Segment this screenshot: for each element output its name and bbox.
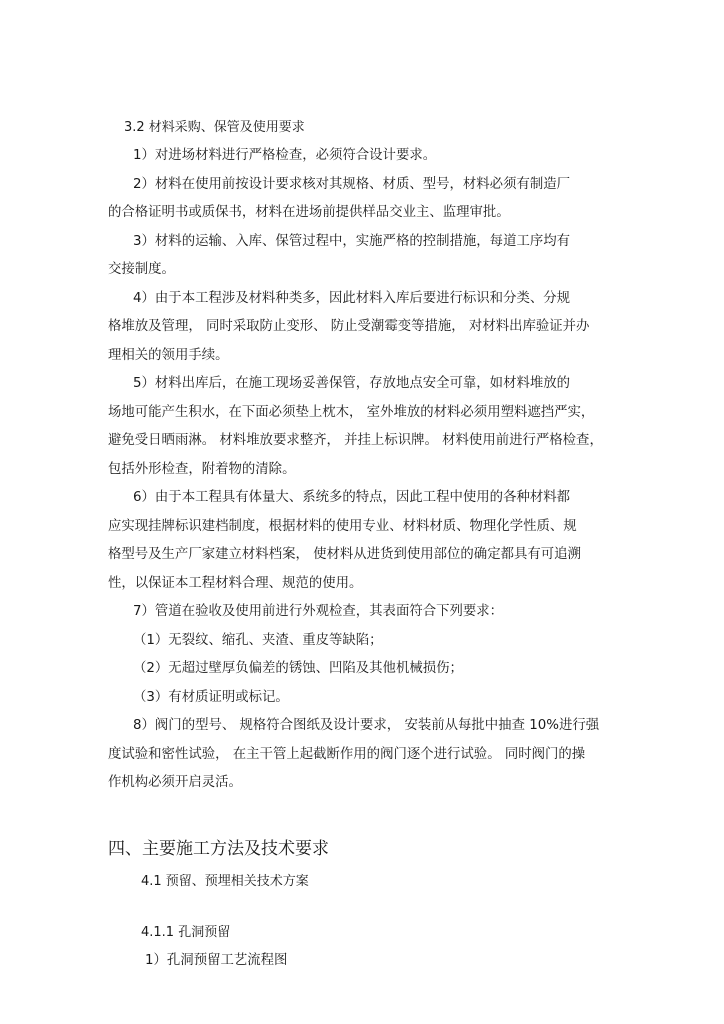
paragraph-7-item-2: （2）无超过壁厚负偏差的锈蚀、凹陷及其他机械损伤； bbox=[133, 661, 463, 676]
paragraph-5-line-2: 场地可能产生积水，在下面必须垫上枕木， 室外堆放的材料必须用塑料遮挡严实， bbox=[108, 405, 595, 420]
paragraph-8-line-2: 度试验和密性试验， 在主干管上起截断作用的阀门逐个进行试验。 同时阀门的操 bbox=[108, 747, 586, 762]
paragraph-2-line-1: 2）材料在使用前按设计要求核对其规格、材质、型号，材料必须有制造厂 bbox=[133, 177, 571, 192]
paragraph-4-line-3: 理相关的领用手续。 bbox=[108, 348, 229, 363]
paragraph-5-line-4: 包括外形检查，附着物的清除。 bbox=[108, 462, 296, 477]
paragraph-6-line-4: 性，以保证本工程材料合理、规范的使用。 bbox=[108, 576, 363, 591]
section-4-1-1-title: 4.1.1 孔洞预留 bbox=[141, 925, 231, 940]
paragraph-8-line-1: 8）阀门的型号、 规格符合图纸及设计要求， 安装前从每批中抽查 10%进行强 bbox=[133, 718, 600, 733]
paragraph-5-line-1: 5）材料出库后，在施工现场妥善保管，存放地点安全可靠，如材料堆放的 bbox=[133, 376, 571, 391]
paragraph-6-line-3: 格型号及生产厂家建立材料档案， 使材料从进货到使用部位的确定都具有可追溯 bbox=[108, 547, 581, 562]
section-3-2-title: 3.2 材料采购、保管及使用要求 bbox=[124, 120, 305, 135]
paragraph-6-line-2: 应实现挂牌标识建档制度，根据材料的使用专业、材料材质、物理化学性质、规 bbox=[108, 519, 577, 534]
paragraph-7: 7）管道在验收及使用前进行外观检查，其表面符合下列要求： bbox=[133, 604, 504, 619]
paragraph-8-line-3: 作机构必须开启灵活。 bbox=[108, 775, 242, 790]
paragraph-5-line-3: 避免受日晒雨淋。 材料堆放要求整齐， 并挂上标识牌。 材料使用前进行严格检查， bbox=[108, 433, 603, 448]
paragraph-4-line-2: 格堆放及管理， 同时采取防止变形、 防止受潮霉变等措施， 对材料出库验证并办 bbox=[108, 319, 590, 334]
paragraph-3-line-2: 交接制度。 bbox=[108, 262, 175, 277]
paragraph-2-line-2: 的合格证明书或质保书，材料在进场前提供样品交业主、监理审批。 bbox=[108, 205, 510, 220]
paragraph-6-line-1: 6）由于本工程具有体量大、系统多的特点，因此工程中使用的各种材料都 bbox=[133, 490, 571, 505]
paragraph-7-item-3: （3）有材质证明或标记。 bbox=[133, 690, 289, 705]
paragraph-1: 1）对进场材料进行严格检查，必须符合设计要求。 bbox=[133, 148, 437, 163]
paragraph-4-line-1: 4）由于本工程涉及材料种类多，因此材料入库后要进行标识和分类、分规 bbox=[133, 291, 571, 306]
section-4-1-title: 4.1 预留、预埋相关技术方案 bbox=[141, 874, 309, 889]
paragraph-7-item-1: （1）无裂纹、缩孔、夹渣、重皮等缺陷； bbox=[133, 633, 383, 648]
item-1-flowchart-title: 1）孔洞预留工艺流程图 bbox=[145, 953, 288, 968]
section-4-heading: 四、主要施工方法及技术要求 bbox=[108, 839, 329, 859]
paragraph-3-line-1: 3）材料的运输、入库、保管过程中，实施严格的控制措施，每道工序均有 bbox=[133, 234, 571, 249]
